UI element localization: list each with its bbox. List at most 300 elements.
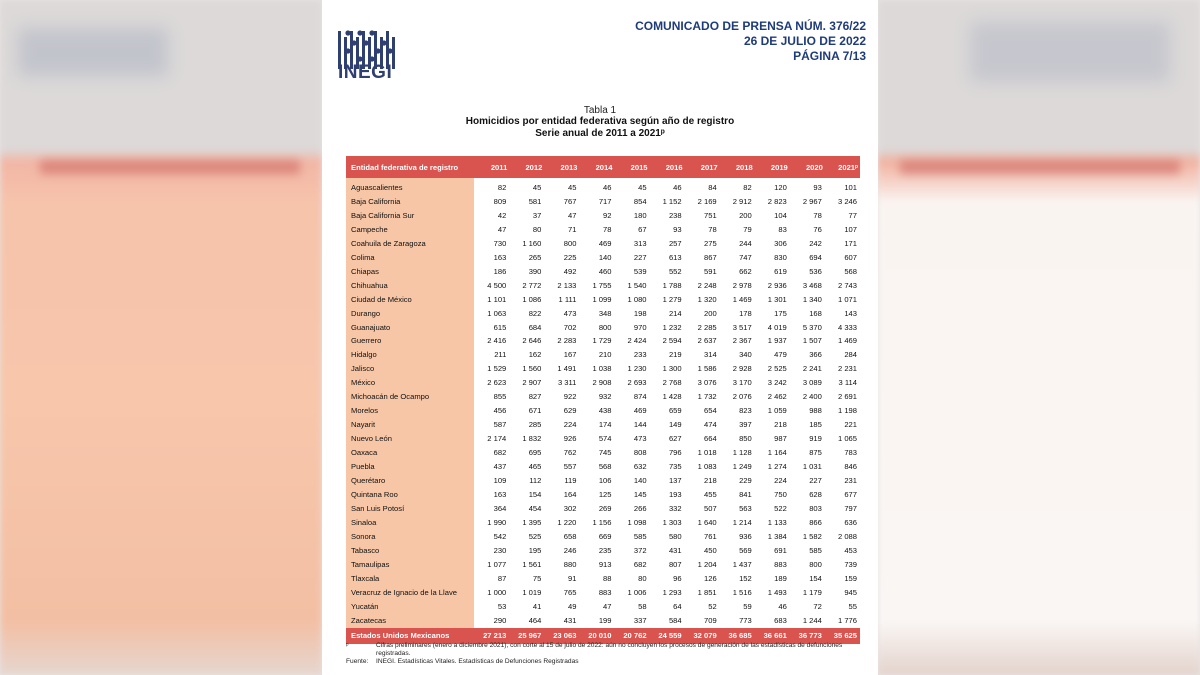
table-row [346, 293, 860, 307]
table-cell: 163 [493, 252, 507, 262]
column-header-year: 2021ᵖ [825, 156, 860, 178]
table-cell: 619 [774, 266, 787, 276]
table-row [346, 614, 860, 628]
table-cell: 2 743 [837, 280, 857, 290]
table-cell: 473 [633, 434, 647, 444]
table-cell: 1 788 [662, 280, 682, 290]
entity-name: San Luis Potosí [346, 502, 474, 516]
table-cell: 269 [598, 503, 612, 513]
entity-name: Zacatecas [346, 614, 474, 628]
total-cell: 36 661 [755, 628, 790, 644]
table-cell: 669 [598, 531, 612, 541]
entity-name: México [346, 376, 474, 390]
total-cell: 36 685 [720, 628, 755, 644]
table-cell: 1 937 [767, 336, 787, 346]
source-note [346, 658, 866, 666]
table-cell: 2 248 [697, 280, 717, 290]
table-cell: 2 693 [627, 378, 647, 388]
table-cell: 1 507 [802, 336, 822, 346]
table-cell: 2 525 [767, 364, 787, 374]
table-cell: 159 [844, 573, 857, 583]
table-cell: 1 301 [767, 294, 787, 304]
total-cell: 32 079 [685, 628, 720, 644]
table-cell: 1 232 [662, 322, 682, 332]
table-cell: 79 [743, 224, 752, 234]
table-cell: 2 231 [837, 364, 857, 374]
entity-name: Baja California Sur [346, 209, 474, 223]
table-cell: 3 246 [837, 196, 857, 206]
table-cell: 1 832 [522, 434, 542, 444]
column-header-entity: Entidad federativa de registro [346, 156, 474, 178]
entity-name: Guerrero [346, 334, 474, 348]
table-row [346, 362, 860, 376]
entity-name: Ciudad de México [346, 293, 474, 307]
table-cell: 846 [844, 462, 857, 472]
table-cell: 1 582 [802, 531, 822, 541]
table-row [346, 251, 860, 265]
press-release-header [635, 19, 866, 64]
table-cell: 119 [564, 476, 577, 486]
table-cell: 745 [598, 448, 612, 458]
table-cell: 82 [497, 183, 507, 192]
table-cell: 1 990 [487, 517, 507, 527]
table-cell: 1 220 [557, 517, 577, 527]
press-release-date: 26 DE JULIO DE 2022 [743, 34, 866, 48]
table-cell: 112 [529, 476, 542, 486]
table-cell: 1 065 [837, 434, 857, 444]
table-cell: 1 540 [627, 280, 647, 290]
table-cell: 180 [633, 210, 647, 220]
column-header-year: 2017 [685, 156, 720, 178]
table-cell: 221 [844, 420, 857, 430]
table-cell: 3 311 [557, 378, 577, 388]
logo-text: INEGI [338, 62, 393, 83]
table-row [346, 321, 860, 335]
table-cell: 450 [704, 545, 717, 555]
entity-name: Nuevo León [346, 432, 474, 446]
table-cell: 200 [704, 308, 717, 318]
table-cell: 607 [844, 252, 857, 262]
table-cell: 214 [668, 308, 682, 318]
column-header-year: 2012 [509, 156, 544, 178]
table-cell: 2 424 [627, 336, 647, 346]
table-cell: 1 198 [837, 406, 857, 416]
source-text: INEGI. Estadísticas Vitales. Estadísticas de Defunciones Registradas [376, 658, 579, 665]
table-cell: 84 [708, 183, 717, 192]
table-cell: 1 156 [592, 517, 612, 527]
entity-name: Jalisco [346, 362, 474, 376]
table-cell: 242 [809, 238, 822, 248]
entity-name: Tlaxcala [346, 572, 474, 586]
table-cell: 1 516 [732, 587, 752, 597]
table-cell: 455 [704, 489, 717, 499]
table-cell: 257 [668, 238, 682, 248]
table-cell: 919 [809, 434, 822, 444]
table-cell: 3 242 [767, 378, 787, 388]
entity-name: Oaxaca [346, 446, 474, 460]
entity-name: Quintana Roo [346, 488, 474, 502]
table-cell: 87 [497, 573, 507, 583]
table-cell: 1 160 [522, 238, 542, 248]
table-cell: 91 [567, 573, 577, 583]
table-cell: 717 [598, 196, 612, 206]
table-cell: 988 [809, 406, 822, 416]
table-row [346, 516, 860, 530]
table-cell: 265 [528, 252, 542, 262]
table-cell: 437 [493, 462, 507, 472]
table-cell: 702 [563, 322, 577, 332]
table-cell: 266 [633, 503, 647, 513]
table-cell: 193 [668, 489, 682, 499]
table-cell: 800 [598, 322, 612, 332]
table-cell: 80 [638, 573, 647, 583]
table-cell: 552 [668, 266, 682, 276]
table-cell: 750 [774, 489, 787, 499]
table-cell: 2 623 [487, 378, 507, 388]
table-cell: 49 [567, 601, 577, 611]
entity-name: Yucatán [346, 600, 474, 614]
table-cell: 397 [739, 420, 752, 430]
table-title: Homicidios por entidad federativa según año de registro [465, 116, 735, 127]
entity-name: Durango [346, 307, 474, 321]
table-row [346, 586, 860, 600]
table-cell: 178 [739, 308, 752, 318]
table-cell: 709 [704, 615, 717, 625]
table-cell: 1 729 [592, 336, 612, 346]
table-cell: 1 133 [767, 517, 787, 527]
table-cell: 47 [567, 210, 577, 220]
table-cell: 751 [704, 210, 717, 220]
table-cell: 822 [528, 308, 542, 318]
table-cell: 694 [809, 252, 822, 262]
table-cell: 143 [844, 308, 857, 318]
table-cell: 164 [563, 489, 577, 499]
table-cell: 211 [494, 350, 507, 360]
table-row [346, 404, 860, 418]
table-cell: 1 384 [767, 531, 787, 541]
table-cell: 2 823 [767, 196, 787, 206]
column-header-year: 2014 [579, 156, 614, 178]
table-cell: 841 [739, 489, 752, 499]
table-cell: 107 [844, 224, 857, 234]
table-cell: 93 [813, 183, 822, 192]
table-cell: 275 [704, 238, 717, 248]
table-cell: 2 283 [557, 336, 577, 346]
table-cell: 803 [809, 503, 822, 513]
table-row [346, 178, 860, 195]
table-cell: 1 101 [487, 294, 507, 304]
table-cell: 78 [708, 224, 717, 234]
total-label: Estados Unidos Mexicanos [346, 628, 474, 644]
table-cell: 747 [739, 252, 752, 262]
table-cell: 189 [774, 573, 787, 583]
table-cell: 72 [813, 601, 822, 611]
entity-name: Sinaloa [346, 516, 474, 530]
table-cell: 1 038 [592, 364, 612, 374]
entity-name: Aguascalientes [346, 178, 474, 195]
table-cell: 1 204 [697, 559, 717, 569]
table-cell: 71 [567, 224, 577, 234]
table-cell: 149 [668, 420, 682, 430]
entity-name: Veracruz de Ignacio de la Llave [346, 586, 474, 600]
table-cell: 1 019 [522, 587, 542, 597]
entity-name: Guanajuato [346, 321, 474, 335]
table-cell: 364 [493, 503, 507, 513]
table-cell: 658 [563, 531, 577, 541]
table-cell: 3 114 [838, 378, 857, 388]
table-cell: 1 437 [732, 559, 752, 569]
table-cell: 568 [598, 462, 612, 472]
table-cell: 2 416 [487, 336, 507, 346]
table-cell: 227 [809, 476, 822, 486]
table-cell: 654 [704, 406, 717, 416]
table-cell: 460 [598, 266, 612, 276]
table-cell: 77 [848, 210, 857, 220]
table-cell: 932 [598, 392, 612, 402]
entity-name: Baja California [346, 195, 474, 209]
table-row [346, 376, 860, 390]
table-cell: 171 [844, 238, 857, 248]
table-cell: 1 851 [697, 587, 717, 597]
total-cell: 24 559 [650, 628, 685, 644]
table-cell: 47 [603, 601, 612, 611]
table-cell: 585 [809, 545, 822, 555]
table-cell: 807 [668, 559, 682, 569]
table-cell: 4 019 [767, 322, 787, 332]
table-cell: 45 [532, 183, 542, 192]
column-header-year: 2019 [755, 156, 790, 178]
table-cell: 830 [774, 252, 787, 262]
table-cell: 1 086 [522, 294, 542, 304]
table-cell: 783 [844, 448, 857, 458]
table-cell: 246 [563, 545, 577, 555]
entity-name: Campeche [346, 223, 474, 237]
table-cell: 987 [774, 434, 787, 444]
table-cell: 337 [633, 615, 647, 625]
table-cell: 3 170 [732, 378, 752, 388]
table-cell: 456 [493, 406, 507, 416]
table-cell: 664 [704, 434, 717, 444]
table-cell: 1 099 [592, 294, 612, 304]
table-cell: 1 395 [522, 517, 542, 527]
table-cell: 92 [603, 210, 612, 220]
table-cell: 238 [668, 210, 682, 220]
column-header-year: 2016 [650, 156, 685, 178]
table-cell: 1 491 [557, 364, 577, 374]
table-cell: 1 080 [627, 294, 647, 304]
table-cell: 2 076 [732, 392, 752, 402]
table-cell: 290 [493, 615, 507, 625]
table-cell: 936 [739, 531, 752, 541]
table-cell: 1 063 [487, 308, 507, 318]
table-cell: 198 [633, 308, 647, 318]
table-cell: 53 [497, 601, 507, 611]
table-cell: 45 [567, 183, 577, 192]
table-cell: 2 462 [767, 392, 787, 402]
table-cell: 186 [493, 266, 507, 276]
table-cell: 1 428 [662, 392, 682, 402]
table-cell: 883 [774, 559, 787, 569]
table-cell: 3 089 [802, 378, 822, 388]
table-cell: 163 [493, 489, 507, 499]
table-cell: 875 [809, 448, 822, 458]
table-cell: 453 [844, 545, 857, 555]
table-cell: 613 [668, 252, 682, 262]
table-cell: 464 [528, 615, 542, 625]
table-cell: 2 594 [662, 336, 682, 346]
table-cell: 1 071 [837, 294, 857, 304]
table-cell: 1 230 [627, 364, 647, 374]
table-cell: 83 [778, 224, 787, 234]
table-cell: 52 [708, 601, 717, 611]
table-cell: 581 [528, 196, 542, 206]
table-cell: 210 [598, 350, 612, 360]
table-cell: 96 [673, 573, 682, 583]
table-cell: 1 077 [487, 559, 507, 569]
table-cell: 93 [673, 224, 682, 234]
table-cell: 55 [848, 601, 857, 611]
table-cell: 761 [704, 531, 717, 541]
table-cell: 168 [809, 308, 822, 318]
table-cell: 1 732 [697, 392, 717, 402]
table-cell: 285 [528, 420, 542, 430]
table-cell: 883 [598, 587, 612, 597]
table-cell: 2 174 [487, 434, 507, 444]
table-cell: 1 529 [487, 364, 507, 374]
table-cell: 632 [633, 462, 647, 472]
table-notes [346, 642, 866, 666]
table-cell: 1 031 [802, 462, 822, 472]
table-cell: 474 [704, 420, 717, 430]
table-cell: 1 083 [697, 462, 717, 472]
table-cell: 152 [739, 573, 752, 583]
table-cell: 2 967 [802, 196, 822, 206]
table-cell: 539 [633, 266, 647, 276]
table-cell: 1 274 [767, 462, 787, 472]
table-cell: 1 006 [627, 587, 647, 597]
table-cell: 200 [739, 210, 752, 220]
table-cell: 244 [739, 238, 752, 248]
entity-name: Colima [346, 251, 474, 265]
table-cell: 636 [844, 517, 857, 527]
table-cell: 765 [563, 587, 577, 597]
table-cell: 796 [668, 448, 682, 458]
table-cell: 525 [528, 531, 542, 541]
table-cell: 1 111 [558, 294, 577, 304]
table-cell: 913 [598, 559, 612, 569]
table-cell: 767 [563, 196, 577, 206]
table-cell: 348 [598, 308, 612, 318]
entity-name: Hidalgo [346, 348, 474, 362]
table-cell: 454 [528, 503, 542, 513]
table-cell: 332 [668, 503, 682, 513]
table-cell: 809 [493, 196, 507, 206]
table-cell: 1 320 [697, 294, 717, 304]
table-cell: 230 [493, 545, 507, 555]
entity-name: Michoacán de Ocampo [346, 390, 474, 404]
table-row [346, 348, 860, 362]
table-row [346, 334, 860, 348]
entity-name: Puebla [346, 460, 474, 474]
table-cell: 1 244 [802, 615, 822, 625]
table-cell: 797 [844, 503, 857, 513]
entity-name: Tabasco [346, 544, 474, 558]
table-cell: 2 936 [767, 280, 787, 290]
table-cell: 735 [668, 462, 682, 472]
table-cell: 1 164 [767, 448, 787, 458]
table-cell: 2 241 [802, 364, 822, 374]
total-cell: 23 063 [544, 628, 579, 644]
table-cell: 154 [809, 573, 822, 583]
table-cell: 662 [739, 266, 752, 276]
table-cell: 730 [493, 238, 507, 248]
table-cell: 492 [563, 266, 577, 276]
table-cell: 4 500 [487, 280, 507, 290]
table-cell: 218 [774, 420, 787, 430]
table-cell: 739 [844, 559, 857, 569]
table-cell: 233 [633, 350, 647, 360]
table-cell: 827 [528, 392, 542, 402]
table-cell: 64 [673, 601, 682, 611]
table-cell: 823 [739, 406, 752, 416]
table-cell: 1 179 [802, 587, 822, 597]
column-header-year: 2011 [474, 156, 509, 178]
table-row [346, 390, 860, 404]
table-cell: 465 [528, 462, 542, 472]
table-cell: 2 646 [522, 336, 542, 346]
table-cell: 5 370 [802, 322, 822, 332]
table-cell: 120 [774, 183, 787, 192]
table-row [346, 307, 860, 321]
table-cell: 46 [778, 601, 787, 611]
table-cell: 109 [493, 476, 507, 486]
table-cell: 2 907 [522, 378, 542, 388]
table-cell: 195 [528, 545, 542, 555]
table-cell: 88 [603, 573, 612, 583]
table-row [346, 279, 860, 293]
table-cell: 76 [813, 224, 822, 234]
table-cell: 67 [638, 224, 647, 234]
table-row [346, 446, 860, 460]
table-cell: 366 [809, 350, 822, 360]
table-cell: 880 [563, 559, 577, 569]
table-cell: 302 [563, 503, 577, 513]
table-cell: 1 303 [662, 517, 682, 527]
total-cell: 27 213 [474, 628, 509, 644]
table-cell: 536 [809, 266, 822, 276]
entity-name: Coahuila de Zaragoza [346, 237, 474, 251]
table-cell: 2 367 [732, 336, 752, 346]
table-cell: 800 [809, 559, 822, 569]
table-cell: 591 [704, 266, 717, 276]
table-cell: 866 [809, 517, 822, 527]
table-cell: 569 [739, 545, 752, 555]
table-row [346, 488, 860, 502]
table-subtitle: Serie anual de 2011 a 2021ᵖ [535, 128, 665, 139]
table-cell: 1 059 [767, 406, 787, 416]
table-cell: 1 128 [732, 448, 752, 458]
table-cell: 144 [633, 420, 647, 430]
table-cell: 3 076 [697, 378, 717, 388]
table-cell: 58 [638, 601, 647, 611]
table-cell: 473 [563, 308, 577, 318]
table-cell: 219 [668, 350, 682, 360]
table-cell: 225 [563, 252, 577, 262]
table-cell: 627 [668, 434, 682, 444]
table-cell: 580 [668, 531, 682, 541]
total-cell: 20 010 [579, 628, 614, 644]
table-cell: 850 [739, 434, 752, 444]
